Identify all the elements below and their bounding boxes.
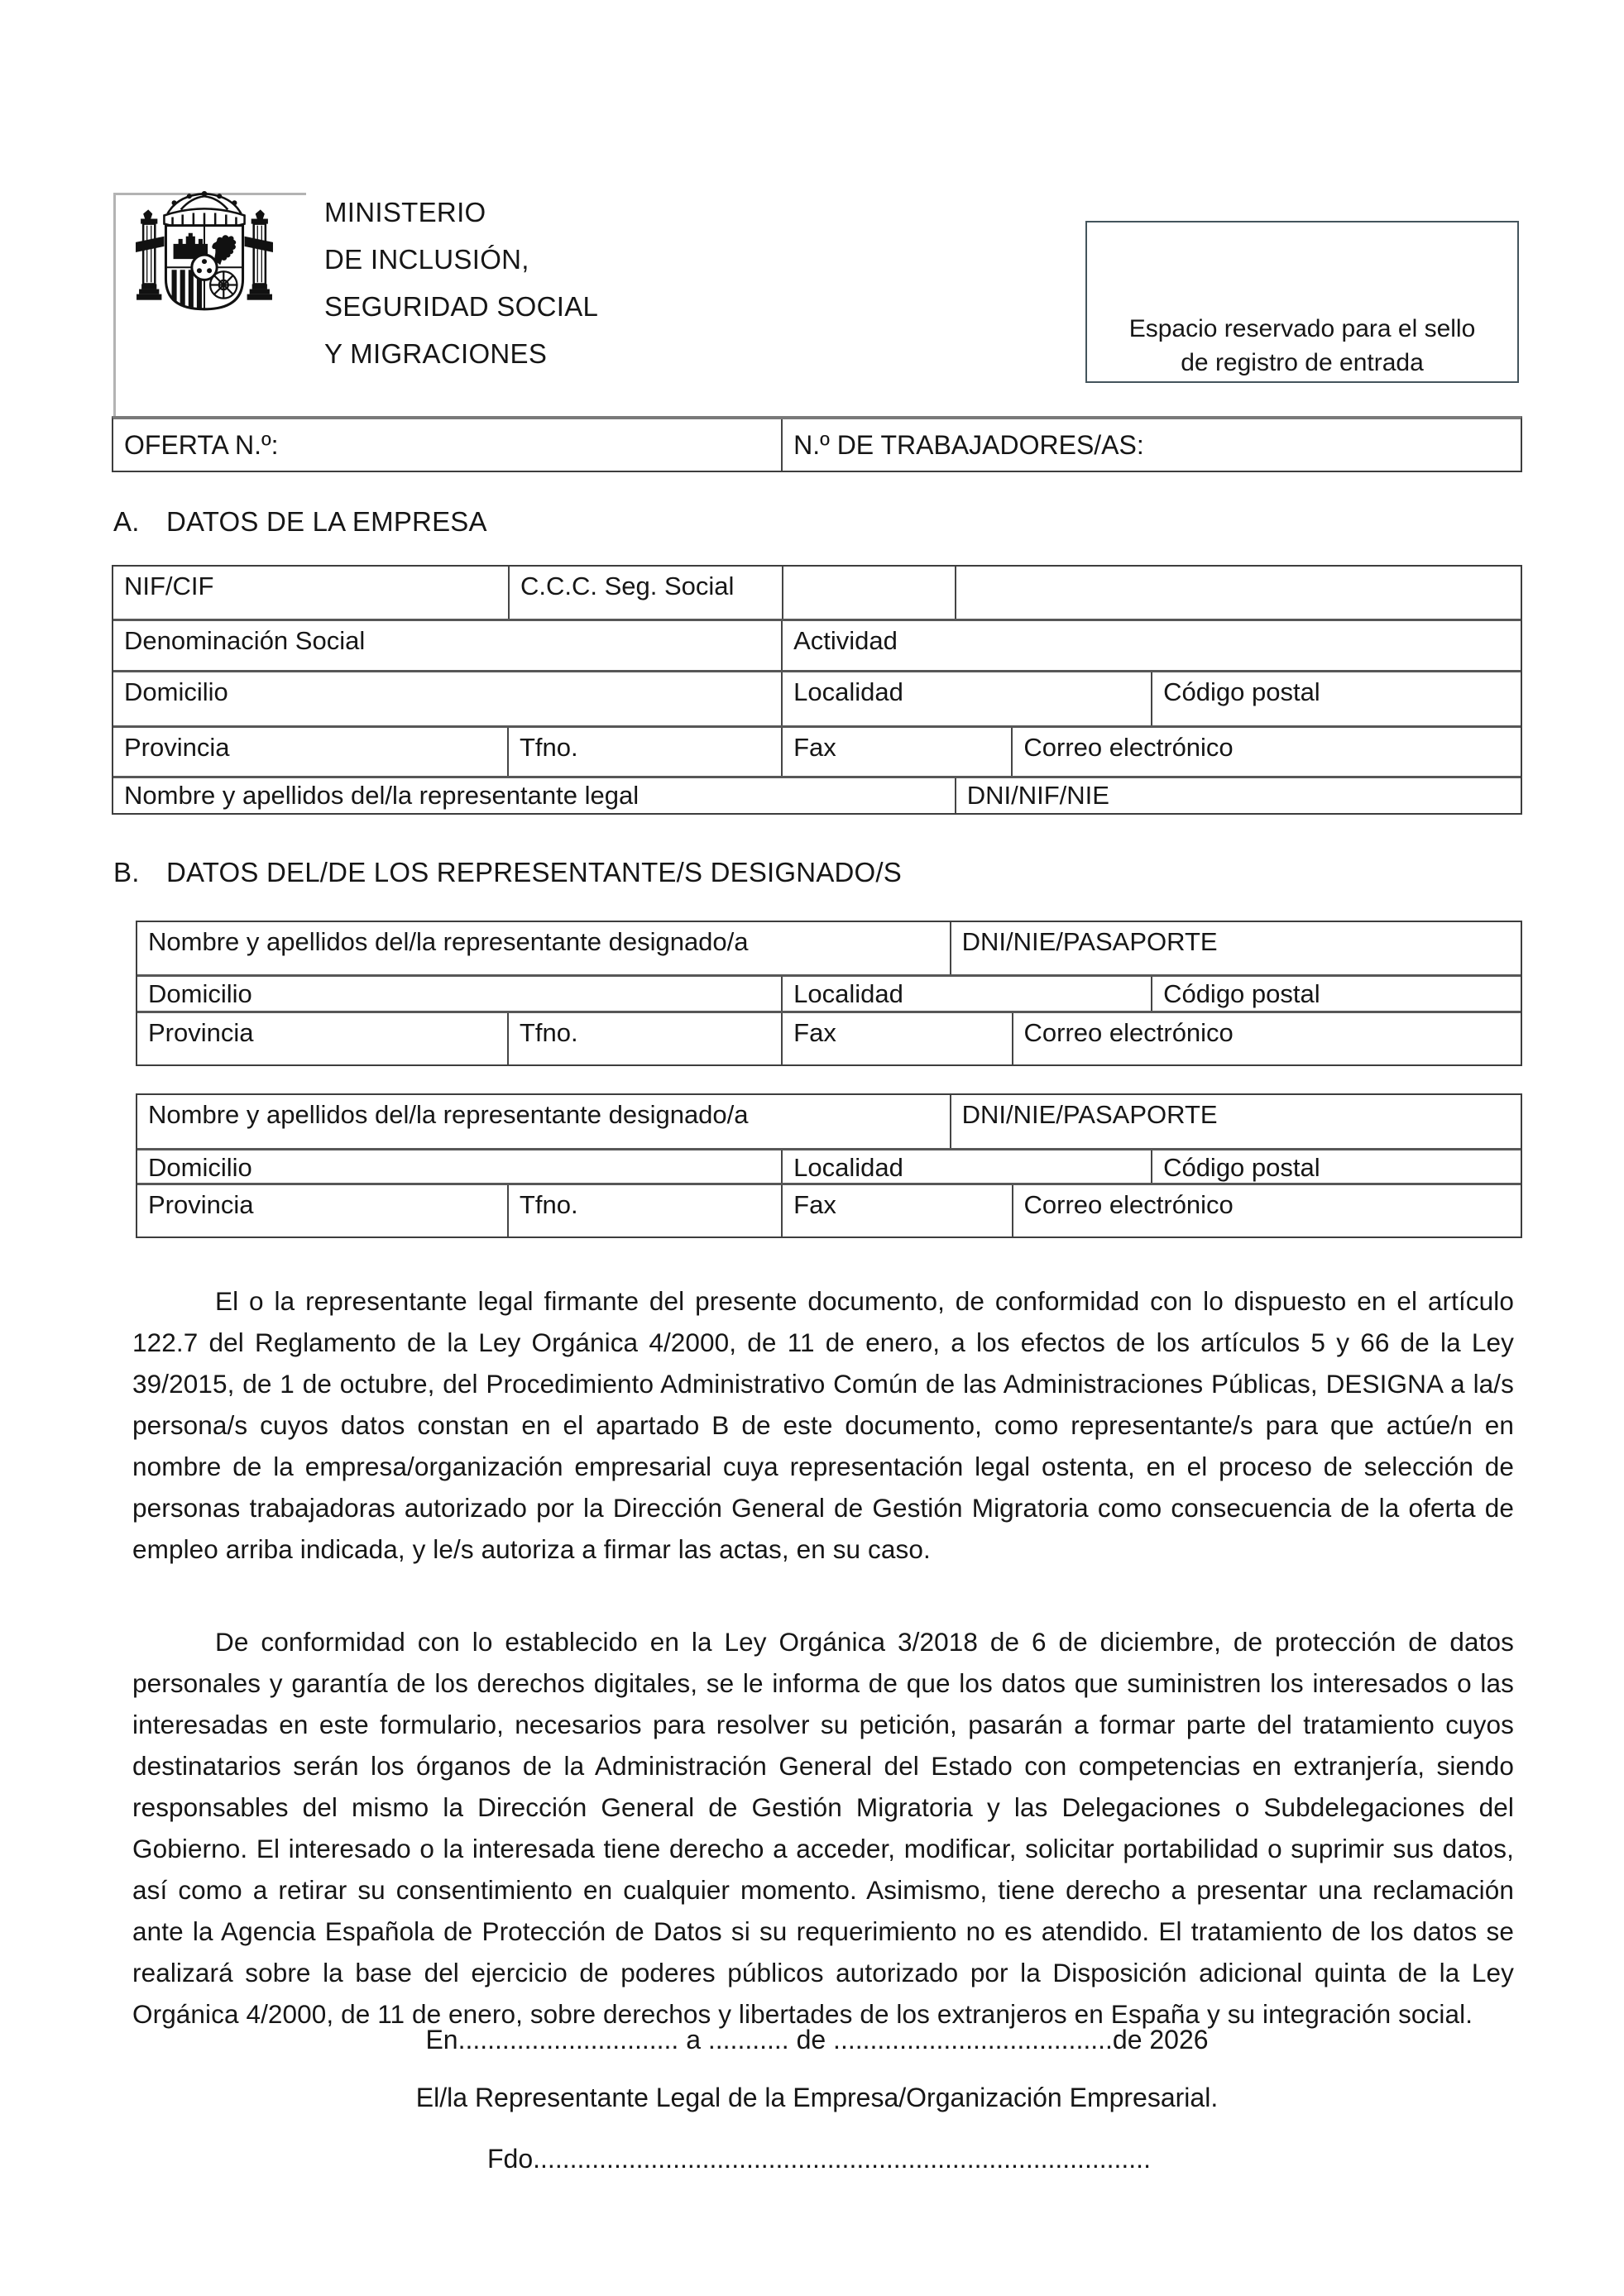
field-provincia: Provincia [148,1018,254,1047]
designation-paragraph: El o la representante legal firmante del presente documento, de conformidad con lo dispuesto en el artículo 122.7 del Reglamento de la Ley Orgánica 4/2000, de 11 de enero, a los efectos de los artículos 5 y 66 de la Ley 39/2015, de 1 de octubre, del Procedimiento Administrativo Común de las Administraciones Públicas, DESIGNA a la/s persona/s cuyos datos constan en el apartado B de este documento, como representante/s para que actúe/n en nombre de la empresa/organización empresarial cuya representación legal ostenta, en el proceso de selección de personas trabajadoras autorizado por la Dirección General de Gestión Migratoria como consecuencia de la oferta de empleo arriba indicada, y le/s autoriza a firmar las actas, en su caso. [132,1286,1514,1564]
signed-by-fill-line: Fdo.................................................................................... [487,2144,1151,2174]
entry-stamp-box [1085,221,1519,383]
field-nif-cif: NIF/CIF [124,572,214,600]
field-tfno: Tfno. [507,728,781,776]
representative-signature-caption: El/la Representante Legal de la Empresa/Organización Empresarial. [415,2083,1219,2112]
field-blank-1 [782,567,955,619]
ministry-title-line: Y MIGRACIONES [324,338,548,369]
stamp-box-text-line: Espacio reservado para el sello [1128,315,1476,342]
section-a-heading [113,506,487,538]
spain-coat-of-arms-icon [134,190,275,313]
field-tfno: Tfno. [507,1185,781,1236]
field-localidad: Localidad [781,1150,1151,1183]
field-dni-nie-pasaporte: DNI/NIE/PASAPORTE [950,922,1521,974]
ministry-title [324,189,598,377]
field-domicilio: Domicilio [124,677,228,706]
legal-text-block [132,1280,1514,2086]
section-b-heading [113,857,902,888]
date-fill-line: En.............................. a ........... de ......................................de 2026 [425,2025,1209,2054]
table-row [113,776,1521,813]
field-domicilio: Domicilio [148,979,252,1008]
section-a-number: A. [113,506,140,537]
field-dni-nie-pasaporte: DNI/NIE/PASAPORTE [950,1095,1521,1148]
section-b-number: B. [113,857,140,887]
field-localidad: Localidad [781,672,1151,725]
field-representante-designado: Nombre y apellidos del/la representante designado/a [148,927,749,956]
field-codigo-postal: Código postal [1151,1150,1521,1183]
field-correo-electronico: Correo electrónico [1012,1185,1521,1236]
field-representante-legal: Nombre y apellidos del/la representante legal [124,781,640,810]
empresa-data-table [112,565,1522,815]
table-row [137,1183,1521,1236]
field-dni-nif-nie: DNI/NIF/NIE [955,778,1521,813]
field-correo-electronico: Correo electrónico [1011,728,1521,776]
field-provincia: Provincia [124,733,230,762]
representative-2-table [136,1093,1522,1238]
field-denominacion-social: Denominación Social [124,626,366,655]
field-oferta-numero: OFERTA N.º: [124,429,279,460]
ministry-title-line: DE INCLUSIÓN, [324,244,529,275]
ministry-title-line: MINISTERIO [324,197,486,227]
field-fax: Fax [781,1013,1011,1064]
field-fax: Fax [781,1185,1011,1236]
table-row [137,922,1521,974]
section-b-title: DATOS DEL/DE LOS REPRESENTANTE/S DESIGNADO/S [166,857,903,887]
ministry-logo-box [113,193,306,442]
table-row [113,670,1521,725]
field-fax: Fax [781,728,1011,776]
table-row [137,1095,1521,1148]
table-row [113,725,1521,776]
field-localidad: Localidad [781,977,1151,1011]
table-row [113,419,1521,471]
field-tfno: Tfno. [507,1013,781,1064]
field-ccc-seg-social: C.C.C. Seg. Social [508,567,782,619]
stamp-box-text-line: de registro de entrada [1181,349,1424,376]
ministry-title-line: SEGURIDAD SOCIAL [324,291,599,322]
representative-1-table [136,921,1522,1066]
table-row [113,567,1521,619]
data-protection-paragraph: De conformidad con lo establecido en la Ley Orgánica 3/2018 de 6 de diciembre, de protección de datos personales y garantía de los derechos digitales, se le informa de que los datos que suministren los interesados o las interesadas en este formulario, necesarios para resolver su petición, pasarán a formar parte del tratamiento cuyos destinatarios serán los órganos de la Administración General del Estado con competencias en extranjería, siendo responsables del mismo la Dirección General de Gestión Migratoria y las Delegaciones o Subdelegaciones del Gobierno. El interesado o la interesada tiene derecho a acceder, modificar, solicitar portabilidad o suprimir sus datos, así como a retirar su consentimiento en cualquier momento. Asimismo, tiene derecho a presentar una reclamación ante la Agencia Española de Protección de Datos si su requerimiento no es atendido. El tratamiento de los datos se realizará sobre la base del ejercicio de poderes públicos autorizado por la Disposición adicional quinta de la Ley Orgánica 4/2000, de 11 de enero, sobre derechos y libertades de los extranjeros en España y su integración social. [132,1627,1514,2029]
field-codigo-postal: Código postal [1151,672,1521,725]
field-actividad: Actividad [781,621,1521,670]
field-blank-2 [955,567,1521,619]
table-row [137,1148,1521,1183]
field-provincia: Provincia [148,1190,254,1219]
field-representante-designado: Nombre y apellidos del/la representante designado/a [148,1100,749,1129]
table-row [137,1011,1521,1064]
section-a-title: DATOS DE LA EMPRESA [166,506,487,537]
field-numero-trabajadores: N.º DE TRABAJADORES/AS: [781,419,1521,471]
table-row [113,619,1521,670]
field-codigo-postal: Código postal [1151,977,1521,1011]
field-correo-electronico: Correo electrónico [1012,1013,1521,1064]
offer-header-table [112,416,1522,472]
field-domicilio: Domicilio [148,1153,252,1182]
table-row [137,974,1521,1011]
